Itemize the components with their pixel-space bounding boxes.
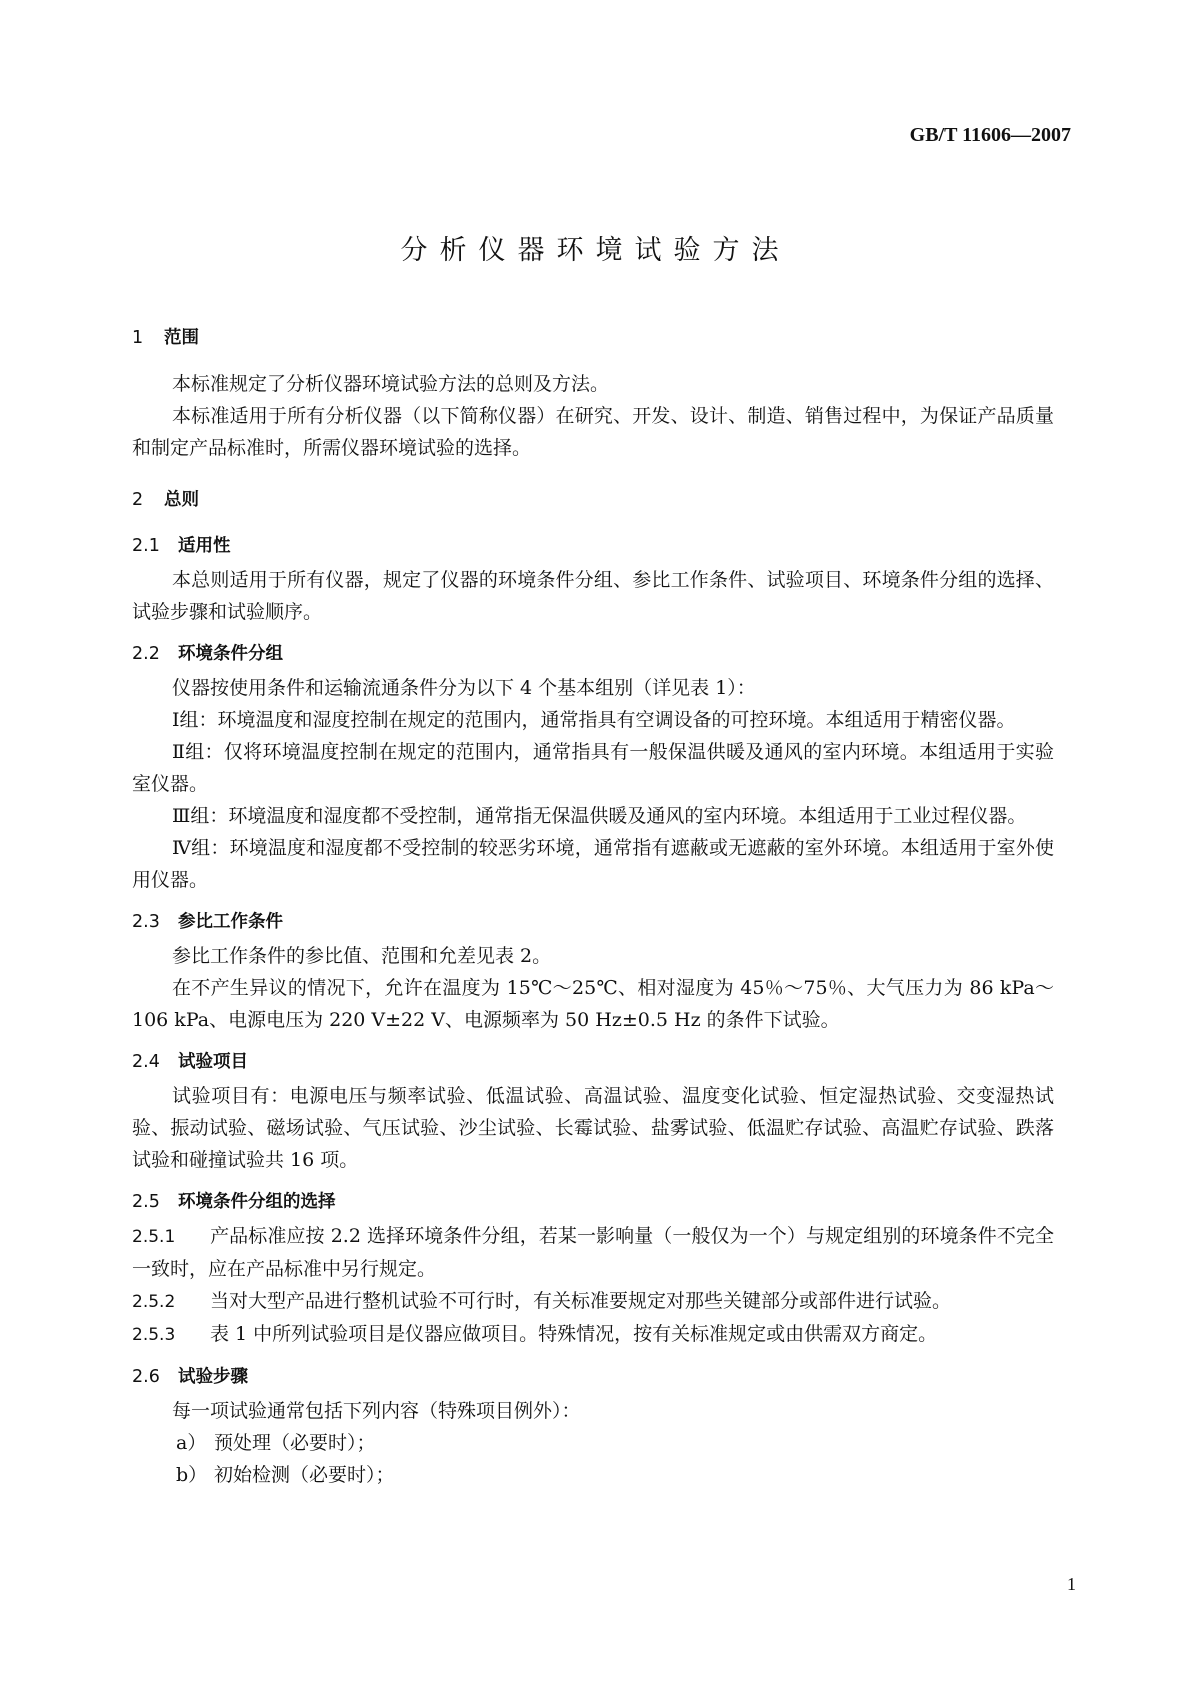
section-2-6-heading [132,1361,1054,1395]
section-1-heading [132,322,1054,356]
paragraph: 在不产生异议的情况下，允许在温度为 15℃～25℃、相对湿度为 45％～75％、大气压力为 86 kPa～106 kPa、电源电压为 220 V±22 V、电源频率为 50 Hz±0.5 Hz 的条件下试验。 [132,977,1054,1031]
section-title: 范围 [164,328,199,348]
section-2-5-heading [132,1186,1054,1220]
paragraph: 本总则适用于所有仪器，规定了仪器的环境条件分组、参比工作条件、试验项目、环境条件分组的选择、试验步骤和试验顺序。 [132,569,1054,623]
section-title: 环境条件分组的选择 [178,1192,336,1212]
paragraph: 本标准规定了分析仪器环境试验方法的总则及方法。 [172,373,610,395]
section-number: 2.1 [132,536,160,556]
paragraph: 仪器按使用条件和运输流通条件分为以下 4 个基本组别（详见表 1）： [172,677,756,699]
standard-number: GB/T 11606—2007 [909,124,1071,146]
section-2-3-heading [132,906,1054,940]
section-number: 2.3 [132,912,160,932]
section-number: 2 [132,490,144,510]
section-2-1-heading [132,530,1054,564]
page-number: 1 [1067,1574,1076,1594]
section-2-2-heading [132,638,1054,672]
document-title: 分析仪器环境试验方法 [400,235,791,266]
section-number: 2.4 [132,1052,160,1072]
list-item [176,1459,1054,1491]
section-number: 2.2 [132,644,160,664]
group-4-description: Ⅳ组：环境温度和湿度都不受控制的较恶劣环境，通常指有遮蔽或无遮蔽的室外环境。本组适用于室外使用仪器。 [132,837,1054,891]
section-2-4-heading [132,1046,1054,1080]
list-item [176,1427,1054,1459]
section-title: 适用性 [178,536,231,556]
group-2-description: Ⅱ组：仅将环境温度控制在规定的范围内，通常指具有一般保温供暖及通风的室内环境。本组适用于实验室仪器。 [132,741,1054,795]
section-2-heading [132,484,1054,518]
section-number: 2.5 [132,1192,160,1212]
clause-text: 产品标准应按 2.2 选择环境条件分组，若某一影响量（一般仅为一个）与规定组别的环境条件不完全一致时，应在产品标准中另行规定。 [132,1225,1054,1280]
list-item-text: 初始检测（必要时）； [214,1464,395,1486]
clause-2-5-3: 2.5.3 表 1 中所列试验项目是仪器应做项目。特殊情况，按有关标准规定或由供需双方商定。 [132,1323,938,1345]
list-marker: b） [176,1464,208,1486]
section-title: 总则 [164,490,199,510]
clause-text: 表 1 中所列试验项目是仪器应做项目。特殊情况，按有关标准规定或由供需双方商定。 [210,1323,938,1345]
paragraph: 本标准适用于所有分析仪器（以下简称仪器）在研究、开发、设计、制造、销售过程中，为保证产品质量和制定产品标准时，所需仪器环境试验的选择。 [132,405,1054,459]
paragraph: 每一项试验通常包括下列内容（特殊项目例外）： [172,1400,581,1422]
section-title: 环境条件分组 [178,644,283,664]
clause-text: 当对大型产品进行整机试验不可行时，有关标准要规定对那些关键部分或部件进行试验。 [210,1290,952,1312]
section-title: 参比工作条件 [178,912,283,932]
list-marker: a） [176,1432,207,1454]
section-number: 2.6 [132,1367,160,1387]
section-title: 试验项目 [178,1052,248,1072]
group-1-description: Ⅰ组：环境温度和湿度控制在规定的范围内，通常指具有空调设备的可控环境。本组适用于精密仪器。 [172,709,1016,731]
paragraph: 试验项目有：电源电压与频率试验、低温试验、高温试验、温度变化试验、恒定湿热试验、交变湿热试验、振动试验、磁场试验、气压试验、沙尘试验、长霉试验、盐雾试验、低温贮存试验、高温贮存试验、跌落试验和碰撞试验共 16 项。 [132,1085,1054,1171]
document-body [132,322,1054,1491]
paragraph: 参比工作条件的参比值、范围和允差见表 2。 [172,945,552,967]
clause-2-5-2: 2.5.2 当对大型产品进行整机试验不可行时，有关标准要规定对那些关键部分或部件进行试验。 [132,1290,952,1312]
section-title: 试验步骤 [178,1367,248,1387]
list-item-text: 预处理（必要时）； [214,1432,376,1454]
group-3-description: Ⅲ组：环境温度和湿度都不受控制，通常指无保温供暖及通风的室内环境。本组适用于工业过程仪器。 [172,805,1027,827]
section-number: 1 [132,328,144,348]
clause-2-5-1: 2.5.1 产品标准应按 2.2 选择环境条件分组，若某一影响量（一般仅为一个）与规定组别的环境条件不完全一致时，应在产品标准中另行规定。 [132,1225,1054,1280]
